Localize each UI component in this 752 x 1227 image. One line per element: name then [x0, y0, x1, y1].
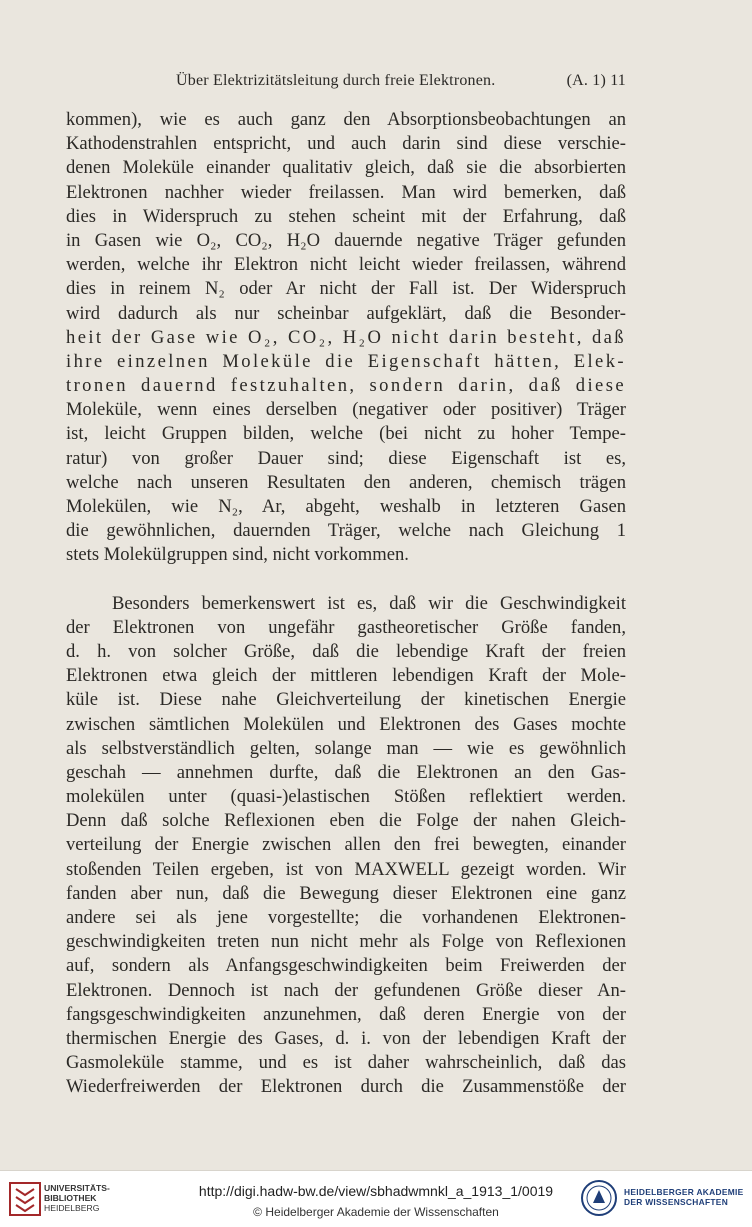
text-line: dies in reinem N₂ oder Ar nicht der Fall ist. Der Widerspruch: [66, 278, 626, 300]
text-line: stets Molekülgruppen sind, nicht vorkommen.: [66, 544, 409, 566]
text-line: geschwindigkeiten treten nun nicht mehr als Folge von Reflexionen: [66, 931, 626, 953]
text-line: küle ist. Diese nahe Gleichverteilung der kinetischen Energie: [66, 689, 626, 711]
text-line: geschah — annehmen durfte, daß die Elektronen an den Gas-: [66, 761, 626, 783]
text-line: die gewöhnlichen, dauernden Träger, welche nach Gleichung 1: [66, 520, 626, 542]
paragraph-1: [66, 108, 626, 568]
text-line: Gasmoleküle stamme, und es ist daher wahrscheinlich, daß das: [66, 1052, 626, 1074]
text-line: Elektronen nachher wieder freilassen. Man wird bemerken, daß: [66, 181, 626, 203]
text-line: stoßenden Teilen ergeben, ist von MAXWELL gezeigt worden. Wir: [66, 858, 626, 880]
text-line: wird dadurch als nur scheinbar aufgeklärt, daß die Besonder-: [66, 302, 626, 324]
section-page-number: (A. 1) 11: [566, 72, 626, 89]
academy-name-line: HEIDELBERGER AKADEMIE: [624, 1187, 744, 1197]
paragraph-gap: [66, 568, 626, 592]
text-line: zwischen sämtlichen Molekülen und Elektronen des Gases mochte: [66, 713, 626, 735]
text-line-spaced: ihre einzelnen Moleküle die Eigenschaft hätten, Elek-: [66, 350, 626, 372]
text-line: molekülen unter (quasi-)elastischen Stößen reflektiert werden.: [66, 786, 626, 808]
library-name-line: BIBLIOTHEK: [44, 1193, 97, 1203]
text-line: welche nach unseren Resultaten den anderen, chemisch trägen: [66, 471, 626, 493]
text-line: Besonders bemerkenswert ist es, daß wir die Geschwindigkeit: [112, 592, 626, 614]
text-line: denen Moleküle einander qualitativ gleich, daß sie die absorbierten: [66, 157, 626, 179]
paragraph-2: [66, 592, 626, 1100]
text-line: thermischen Energie des Gases, d. i. von der lebendigen Kraft der: [66, 1027, 626, 1049]
text-line: fangsgeschwindigkeiten anzunehmen, daß deren Energie von der: [66, 1003, 626, 1025]
copyright-notice: © Heidelberger Akademie der Wissenschaften: [253, 1205, 499, 1219]
text-line: dies in Widerspruch zu stehen scheint mit der Erfahrung, daß: [66, 205, 626, 227]
text-line: Elektronen etwa gleich der mittleren lebendigen Kraft der Mole-: [66, 665, 626, 687]
body-text: [66, 108, 626, 1100]
text-line: Elektronen. Dennoch ist nach der gefundenen Größe dieser An-: [66, 979, 626, 1001]
text-line: ist, leicht Gruppen bilden, welche (bei nicht zu hoher Tempe-: [66, 423, 626, 445]
running-title: Über Elektrizitätsleitung durch freie Elektronen.: [176, 72, 496, 89]
text-line: der Elektronen von ungefähr gastheoretischer Größe fanden,: [66, 616, 626, 638]
academy-name: [624, 1187, 744, 1207]
academy-name-line: DER WISSENSCHAFTEN: [624, 1197, 729, 1207]
text-line: auf, sondern als Anfangsgeschwindigkeiten beim Freiwerden der: [66, 955, 626, 977]
text-line: als selbstverständlich gelten, solange man — wie es gewöhnlich: [66, 737, 626, 759]
text-line: in Gasen wie O₂, CO₂, H₂O dauernde negative Träger gefunden: [66, 229, 626, 251]
text-line: kommen), wie es auch ganz den Absorptionsbeobachtungen an: [66, 109, 626, 130]
text-line: andere sei als jene vorgestellte; die vorhandenen Elektronen-: [66, 907, 626, 928]
text-line-spaced: tronen dauernd festzuhalten, sondern darin, daß diese: [66, 375, 626, 397]
text-line: werden, welche ihr Elektron nicht leicht wieder freilassen, während: [66, 254, 626, 276]
library-name-line: UNIVERSITÄTS-: [44, 1183, 110, 1193]
text-line: verteilung der Energie zwischen allen den frei bewegten, einander: [66, 834, 626, 856]
text-line: Kathodenstrahlen entspricht, und auch darin sind diese verschie-: [66, 133, 626, 155]
text-line-spaced: heit der Gase wie O₂, CO₂, H₂O nicht darin besteht, daß: [66, 326, 626, 348]
permalink-url[interactable]: http://digi.hadw-bw.de/view/sbhadwmnkl_a_1913_1/0019: [198, 1183, 554, 1199]
footer-bar: [0, 1170, 752, 1227]
text-line: Moleküle, wenn eines derselben (negativer oder positiver) Träger: [66, 399, 626, 421]
library-name-line: HEIDELBERG: [44, 1203, 100, 1213]
text-line: Denn daß solche Reflexionen eben die Folge der nahen Gleich-: [66, 810, 626, 832]
text-line: ratur) von großer Dauer sind; diese Eigenschaft ist es,: [66, 447, 626, 469]
text-line: Wiederfreiwerden der Elektronen durch die Zusammenstöße der: [66, 1076, 626, 1098]
text-line: Molekülen, wie N₂, Ar, abgeht, weshalb in letzteren Gasen: [66, 496, 626, 517]
text-line: fanden aber nun, daß die Bewegung dieser Elektronen eine ganz: [66, 882, 626, 904]
academy-seal-logo-icon: [580, 1179, 618, 1217]
text-line: d. h. von solcher Größe, daß die lebendige Kraft der freien: [66, 640, 626, 662]
